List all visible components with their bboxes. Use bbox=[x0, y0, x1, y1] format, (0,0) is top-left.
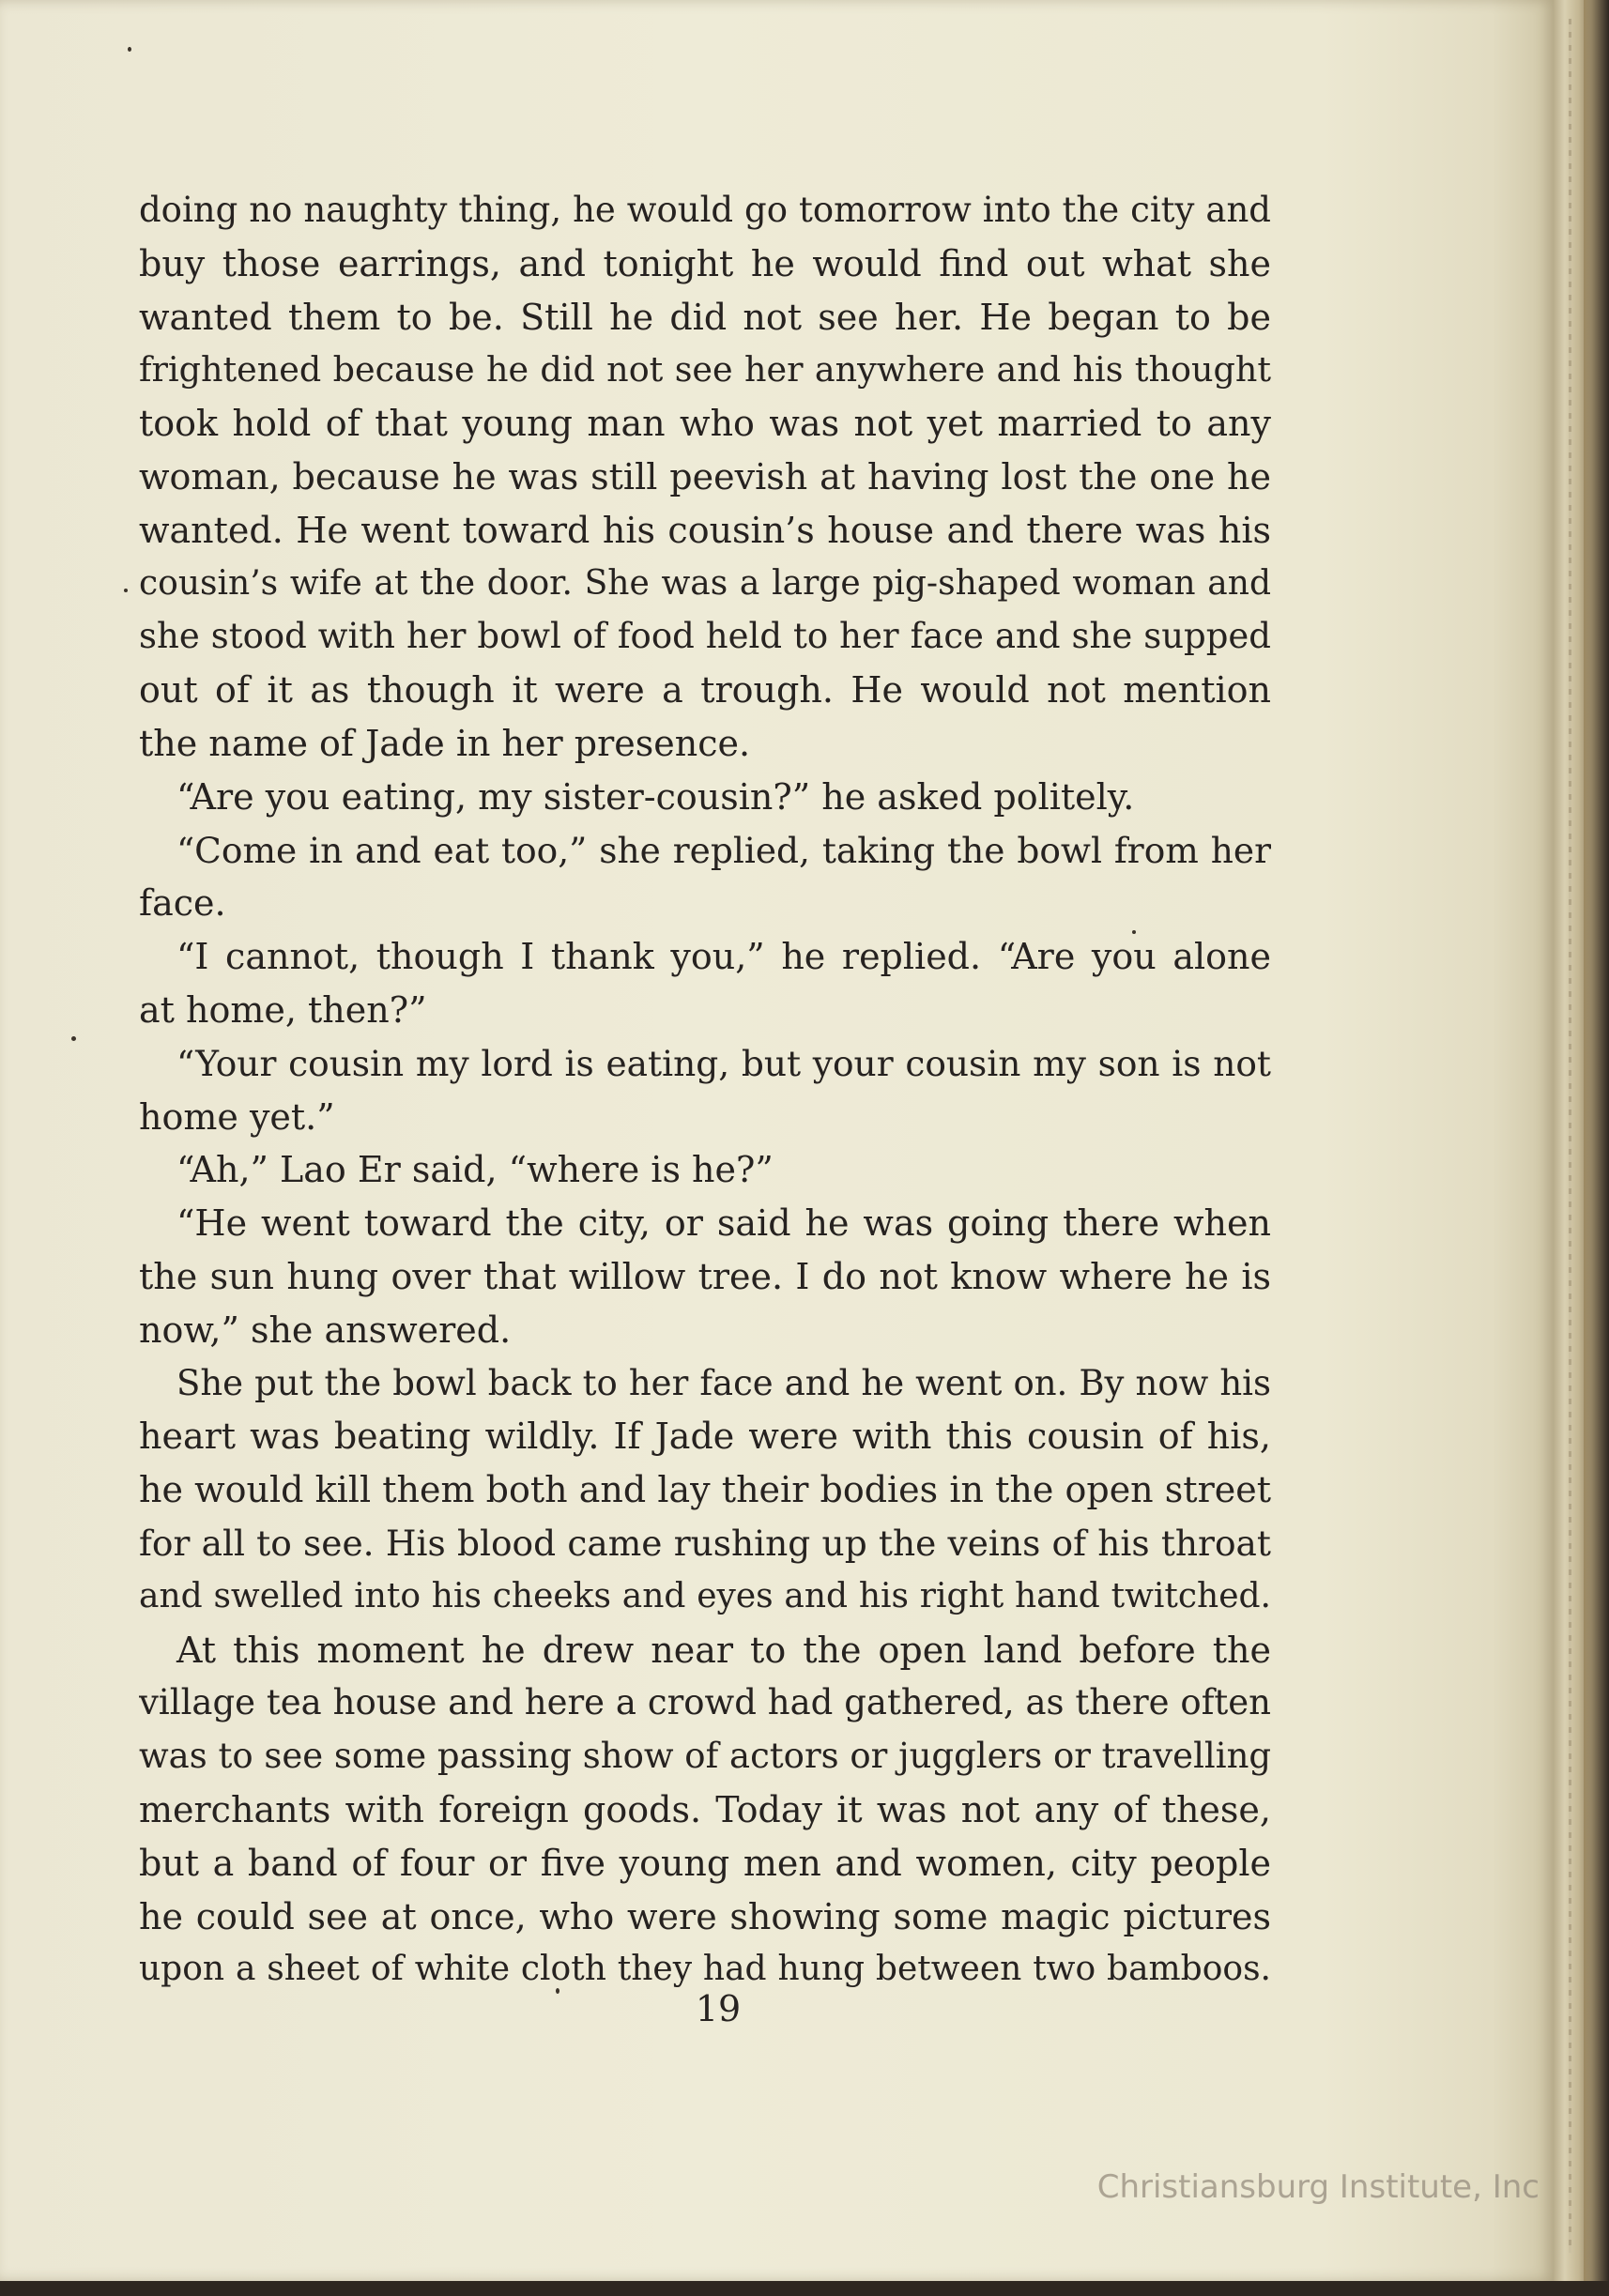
text-line: At this moment he drew near to the open land before the bbox=[176, 1629, 1271, 1671]
text-line: now,” she answered. bbox=[139, 1309, 512, 1351]
text-line: “Are you eating, my sister-cousin?” he asked politely. bbox=[176, 775, 1135, 818]
text-line: for all to see. His blood came rushing up the veins of his throat bbox=[139, 1522, 1271, 1564]
text-line: “Come in and eat too,” she replied, taking the bowl from her bbox=[176, 829, 1271, 871]
text-line: buy those earrings, and tonight he would find out what she bbox=[139, 242, 1271, 284]
text-line: the sun hung over that willow tree. I do not know where he is bbox=[139, 1255, 1271, 1297]
page-edge bbox=[1554, 0, 1609, 2296]
ink-speck bbox=[1132, 930, 1136, 934]
text-line: cousin’s wife at the door. She was a large pig-shaped woman and bbox=[139, 563, 1271, 603]
text-line: but a band of four or five young men and women, city people bbox=[139, 1842, 1271, 1884]
text-line: he would kill them both and lay their bodies in the open street bbox=[139, 1469, 1271, 1511]
text-line: wanted them to be. Still he did not see her. He began to be bbox=[139, 296, 1271, 338]
ink-speck bbox=[71, 1036, 76, 1041]
text-line: the name of Jade in her presence. bbox=[139, 722, 751, 764]
text-line: “He went toward the city, or said he was going there when bbox=[176, 1202, 1271, 1245]
text-line: village tea house and here a crowd had gathered, as there often bbox=[139, 1682, 1271, 1723]
ink-speck bbox=[556, 1988, 559, 1994]
text-line: woman, because he was still peevish at having lost the one he bbox=[139, 455, 1271, 497]
text-line: upon a sheet of white cloth they had hung between two bamboos. bbox=[139, 1950, 1271, 1989]
text-line: heart was beating wildly. If Jade were with this cousin of his, bbox=[139, 1416, 1271, 1458]
text-line: home yet.” bbox=[139, 1095, 335, 1138]
text-line: took hold of that young man who was not yet married to any bbox=[139, 403, 1271, 445]
ink-speck bbox=[124, 589, 128, 592]
page-number: 19 bbox=[695, 1988, 742, 2029]
ink-speck bbox=[128, 47, 131, 52]
text-line: out of it as though it were a trough. He would not mention bbox=[139, 669, 1271, 712]
text-line: doing no naughty thing, he would go tomorrow into the city and bbox=[139, 190, 1271, 230]
text-line: face. bbox=[139, 882, 226, 925]
bottom-shadow bbox=[0, 2281, 1609, 2296]
text-line: at home, then?” bbox=[139, 988, 427, 1031]
text-line: “I cannot, though I thank you,” he replied. “Are you alone bbox=[176, 936, 1271, 978]
text-line: was to see some passing show of actors or jugglers or travelling bbox=[139, 1736, 1271, 1777]
text-line: merchants with foreign goods. Today it was not any of these, bbox=[139, 1788, 1271, 1830]
text-line: “Ah,” Lao Er said, “where is he?” bbox=[176, 1149, 774, 1191]
text-line: frightened because he did not see her anywhere and his thought bbox=[139, 349, 1271, 390]
watermark: Christiansburg Institute, Inc bbox=[1096, 2168, 1540, 2206]
text-line: she stood with her bowl of food held to her face and she supped bbox=[139, 616, 1271, 657]
text-line: he could see at once, who were showing some magic pictures bbox=[139, 1895, 1271, 1937]
text-line: “Your cousin my lord is eating, but your cousin my son is not bbox=[176, 1042, 1271, 1084]
body-text bbox=[139, 184, 1271, 1997]
text-line: She put the bowl back to her face and he went on. By now his bbox=[176, 1362, 1271, 1403]
text-line: wanted. He went toward his cousin’s house and there was his bbox=[139, 509, 1271, 551]
text-line: and swelled into his cheeks and eyes and his right hand twitched. bbox=[139, 1576, 1271, 1615]
